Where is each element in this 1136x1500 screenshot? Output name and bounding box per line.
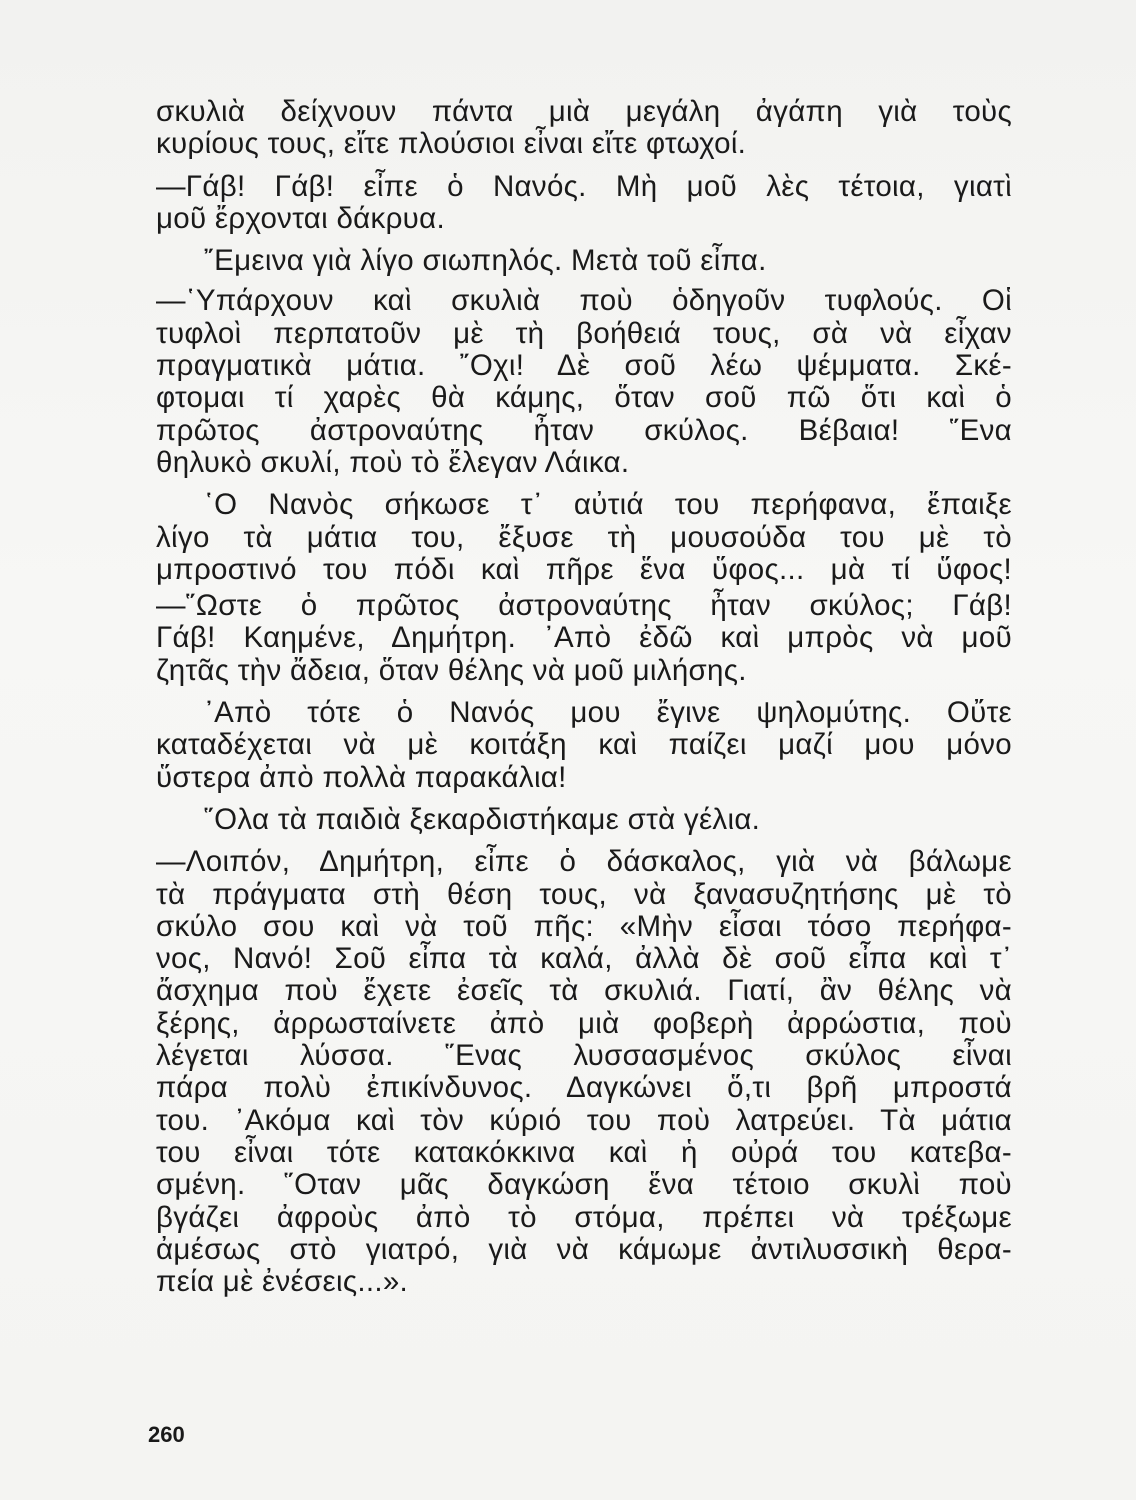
text-line: σκυλιὰ δείχνουν πάντα μιὰ μεγάλη ἀγάπη γιὰ τοὺς xyxy=(156,95,1012,128)
text-line: λέγεται λύσσα. ῞Ενας λυσσασμένος σκύλος εἶναι xyxy=(156,1039,1012,1073)
text-line: πρῶτος ἀστροναύτης ἦταν σκύλος. Βέβαια! ῞Ενα xyxy=(156,413,1012,447)
text-line: ῞Ολα τὰ παιδιὰ ξεκαρδιστήκαμε στὰ γέλια. xyxy=(204,802,761,836)
text-line: —῞Ωστε ὁ πρῶτος ἀστροναύτης ἦταν σκύλος; Γάβ! xyxy=(156,589,1012,623)
text-line: πάρα πολὺ ἐπικίνδυνος. Δαγκώνει ὅ,τι βρῆ μπροστά xyxy=(156,1071,1012,1105)
text-line: Γάβ! Καημένε, Δημήτρη. ᾽Απὸ ἐδῶ καὶ μπρὸς νὰ μοῦ xyxy=(156,621,1012,655)
text-line: θηλυκὸ σκυλί, ποὺ τὸ ἔλεγαν Λάικα. xyxy=(156,445,630,479)
text-line: —῾Υπάρχουν καὶ σκυλιὰ ποὺ ὁδηγοῦν τυφλούς. Οἱ xyxy=(156,284,1012,318)
paragraph xyxy=(156,171,1012,236)
text-line: φτομαι τί χαρὲς θὰ κάμης, ὅταν σοῦ πῶ ὅτι καὶ ὁ xyxy=(156,381,1012,415)
text-line: ῾Ο Νανὸς σήκωσε τ᾽ αὐτιά του περήφανα, ἔπαιξε xyxy=(204,488,1012,522)
text-line: βγάζει ἀφροὺς ἀπὸ τὸ στόμα, πρέπει νὰ τρέξωμε xyxy=(156,1200,1012,1234)
text-line: —Γάβ! Γάβ! εἶπε ὁ Νανός. Μὴ μοῦ λὲς τέτοια, γιατὶ xyxy=(156,169,1012,203)
paragraph xyxy=(156,697,1012,794)
text-line: κυρίους τους, εἴτε πλούσιοι εἶναι εἴτε φτωχοί. xyxy=(156,127,747,161)
text-line: μοῦ ἔρχονται δάκρυα. xyxy=(156,201,445,235)
page-number: 260 xyxy=(148,1422,185,1447)
text-line: ὕστερα ἀπὸ πολλὰ παρακάλια! xyxy=(156,760,567,794)
text-line: ἄσχημα ποὺ ἔχετε ἐσεῖς τὰ σκυλιά. Γιατί, ἂν θέλης νὰ xyxy=(156,974,1012,1008)
text-line: μπροστινό του πόδι καὶ πῆρε ἕνα ὕφος... μὰ τί ὕφος! xyxy=(156,552,1012,586)
text-line: νος, Νανό! Σοῦ εἶπα τὰ καλά, ἀλλὰ δὲ σοῦ εἶπα καὶ τ᾽ xyxy=(156,942,1012,976)
text-line: τυφλοὶ περπατοῦν μὲ τὴ βοήθειά τους, σὰ νὰ εἶχαν xyxy=(156,316,1012,350)
paragraph xyxy=(156,285,1012,479)
text-line: σκύλο σου καὶ νὰ τοῦ πῆς: «Μὴν εἶσαι τόσο περήφα- xyxy=(156,909,1012,943)
paragraph xyxy=(156,96,1012,161)
text-line: ᾽Απὸ τότε ὁ Νανός μου ἔγινε ψηλομύτης. Οὔτε xyxy=(204,696,1012,730)
paragraph xyxy=(156,590,1012,687)
text-line: ζητᾶς τὴν ἄδεια, ὅταν θέλης νὰ μοῦ μιλήσης. xyxy=(156,653,747,687)
text-line: λίγο τὰ μάτια του, ἔξυσε τὴ μουσούδα του μὲ τὸ xyxy=(156,520,1012,554)
paragraph xyxy=(156,846,1012,1298)
text-line: πραγματικὰ μάτια. ῎Οχι! Δὲ σοῦ λέω ψέμματα. Σκέ- xyxy=(156,349,1012,383)
body-text xyxy=(156,96,1012,1298)
text-line: τὰ πράγματα στὴ θέση τους, νὰ ξανασυζητήσης μὲ τὸ xyxy=(156,877,1012,911)
text-line: σμένη. ῞Οταν μᾶς δαγκώση ἕνα τέτοιο σκυλὶ ποὺ xyxy=(156,1168,1012,1202)
text-line: —Λοιπόν, Δημήτρη, εἶπε ὁ δάσκαλος, γιὰ νὰ βάλωμε xyxy=(156,845,1012,879)
paragraph xyxy=(156,804,1012,836)
text-line: του. ᾽Ακόμα καὶ τὸν κύριό του ποὺ λατρεύει. Τὰ μάτια xyxy=(156,1103,1012,1137)
text-line: ἀμέσως στὸ γιατρό, γιὰ νὰ κάμωμε ἀντιλυσσικὴ θερα- xyxy=(156,1232,1012,1266)
text-line: ξέρης, ἀρρωσταίνετε ἀπὸ μιὰ φοβερὴ ἀρρώστια, ποὺ xyxy=(156,1006,1012,1040)
text-line: ῎Εμεινα γιὰ λίγο σιωπηλός. Μετὰ τοῦ εἶπα. xyxy=(204,244,767,278)
text-line: του εἶναι τότε κατακόκκινα καὶ ἡ οὐρά του κατεβα- xyxy=(156,1135,1012,1169)
text-line: πεία μὲ ἐνέσεις...». xyxy=(156,1265,409,1299)
paragraph xyxy=(156,489,1012,586)
text-line: καταδέχεται νὰ μὲ κοιτάξη καὶ παίζει μαζί μου μόνο xyxy=(156,728,1012,762)
paragraph xyxy=(156,245,1012,277)
